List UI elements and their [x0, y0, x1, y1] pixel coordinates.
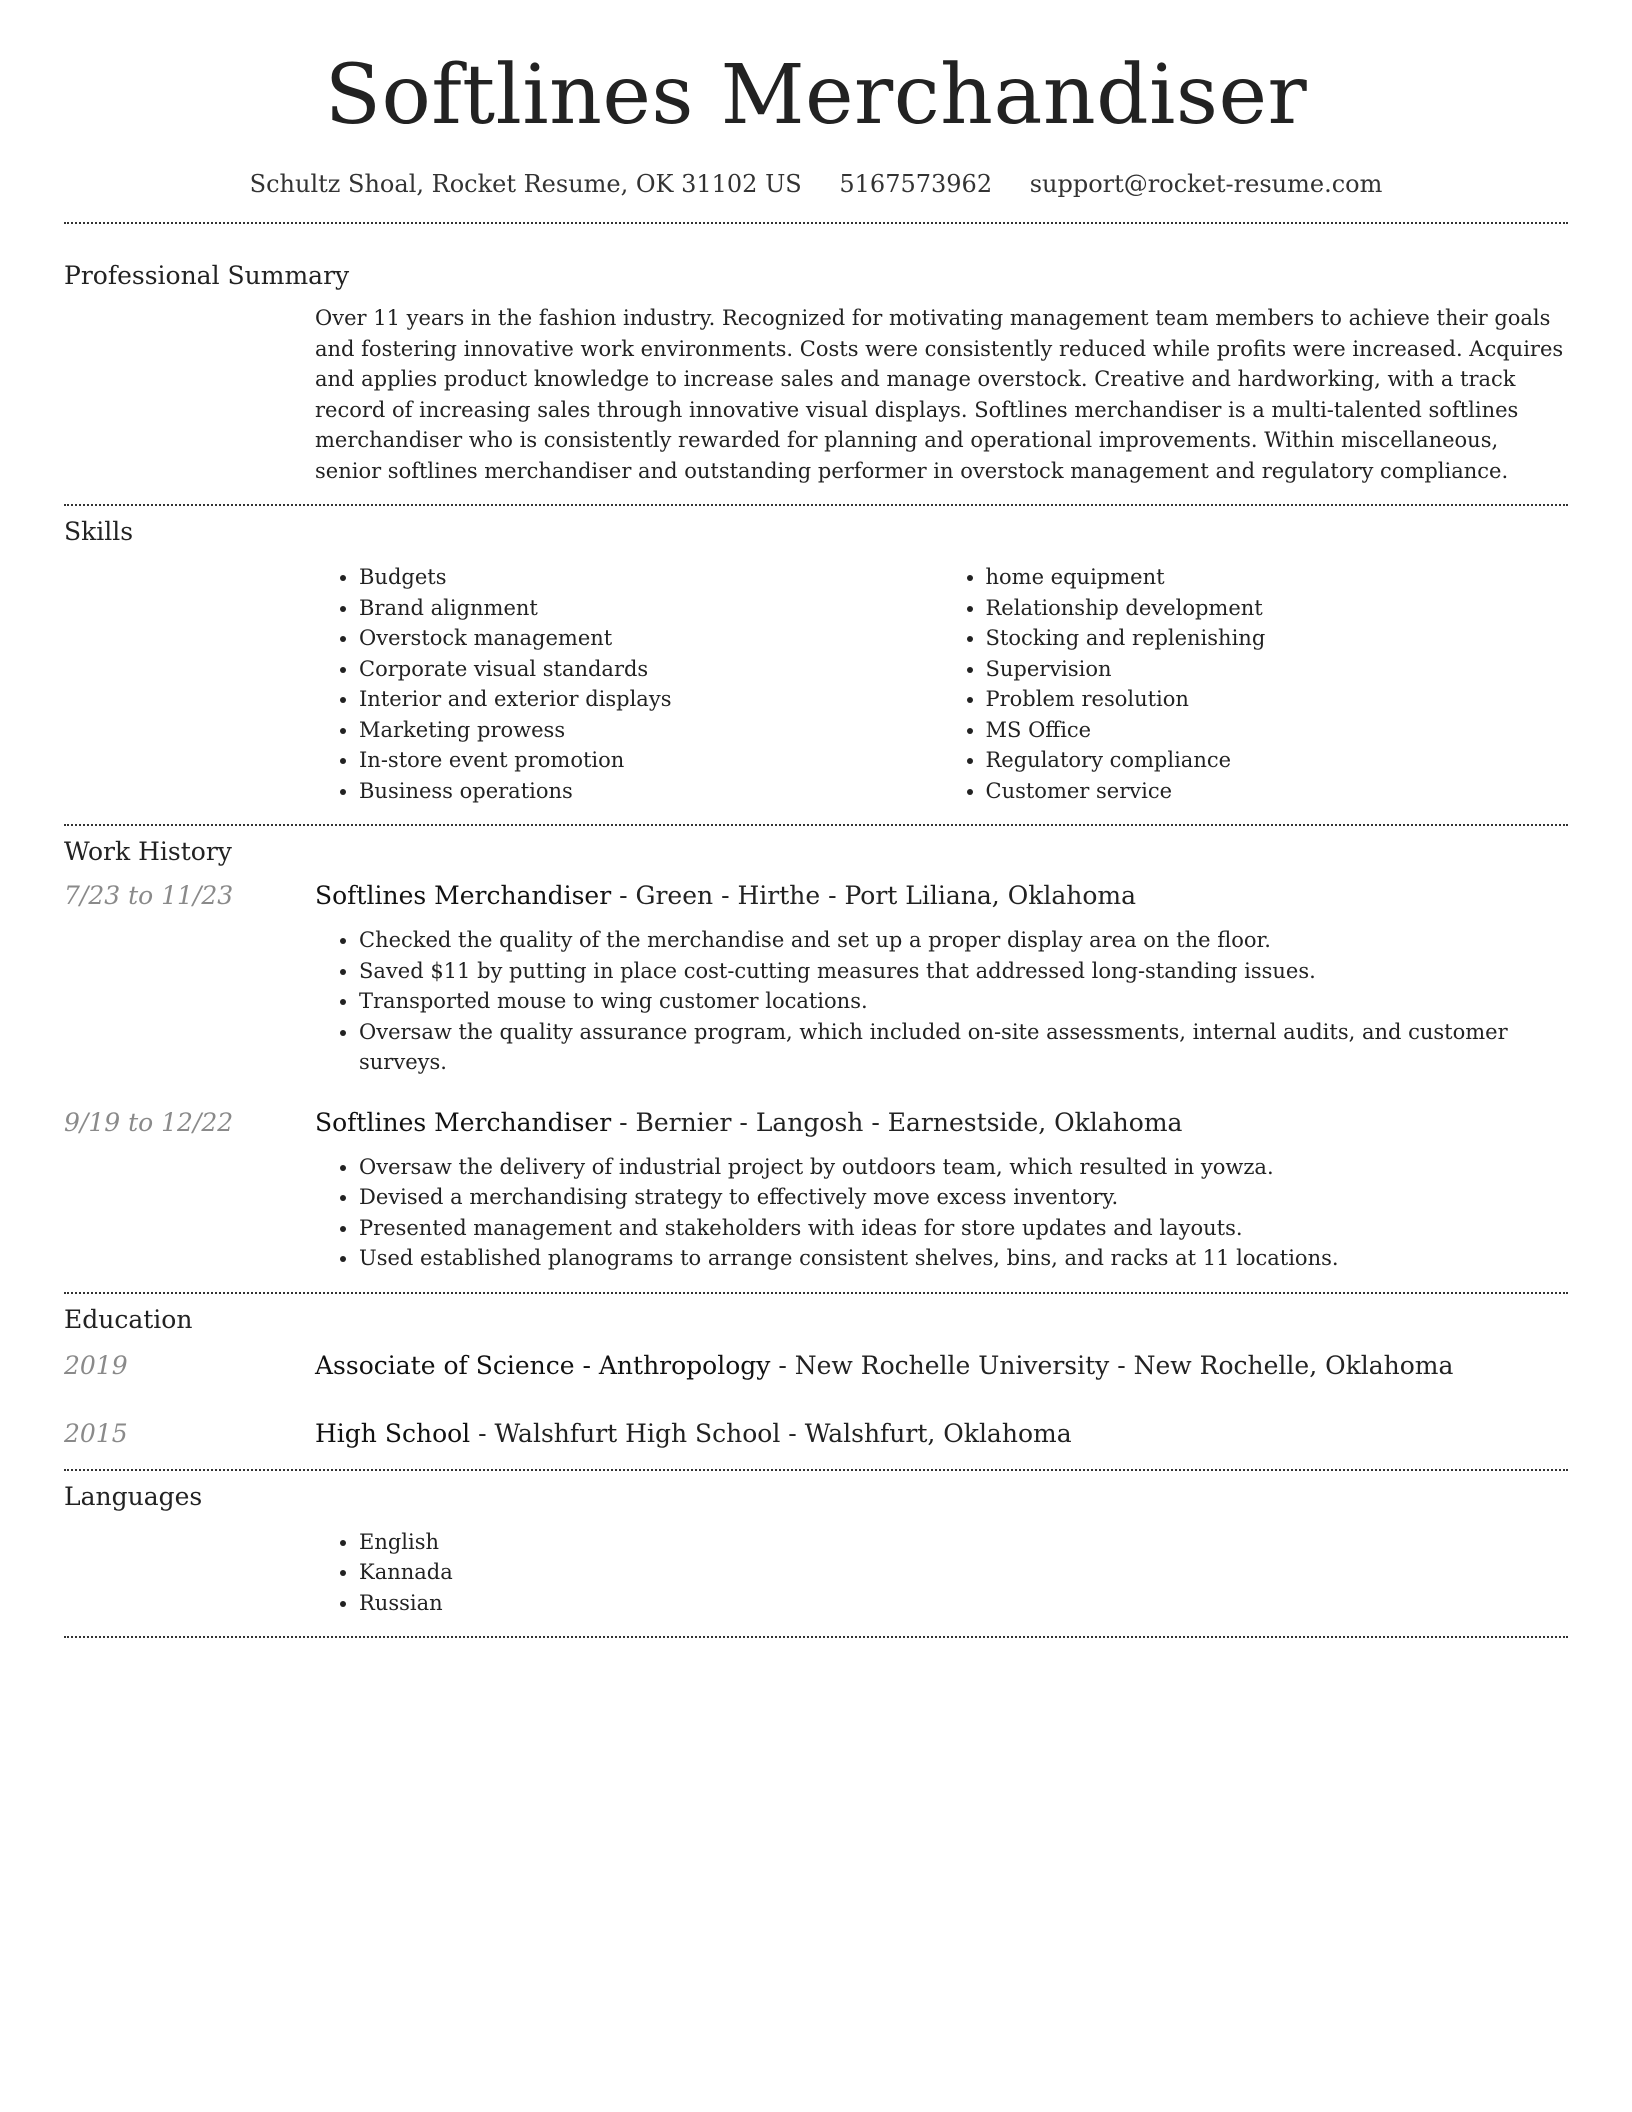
languages-heading: Languages [64, 1481, 203, 1511]
summary-text: Over 11 years in the fashion industry. Recognized for motivating management team members to achieve their goals and fostering innovative work environments. Costs were consistently reduced while profits were increased. Acquires and applies product knowledge to increase sales and manage overstock. Creative and hardworking, with a track record of increasing sales through innovative visual displays. Softlines merchandiser is a multi-talented softlines merchandiser who is consistently rewarded for planning and operational improvements. Within miscellaneous, senior softlines merchandiser and outstanding performer in overstock management and regulatory compliance. [315, 306, 1564, 483]
job-bullet: • Presented management and stakeholders with ideas for store updates and layouts. [359, 1213, 1568, 1244]
skill-item: • Brand alignment [359, 593, 942, 624]
job-employer: - Green - Hirthe - Port Liliana, Oklahoma [611, 881, 1137, 910]
contact-address: Schultz Shoal, Rocket Resume, OK 31102 US [249, 170, 802, 198]
languages-section [64, 1482, 1568, 1619]
summary-heading: Professional Summary [64, 261, 350, 290]
skill-item: • Interior and exterior displays [359, 684, 942, 715]
job-bullet: • Saved $11 by putting in place cost-cutting measures that addressed long-standing issues. [359, 956, 1568, 987]
education-heading: Education [64, 1304, 193, 1334]
summary-section [64, 261, 1568, 486]
skill-item: • Problem resolution [986, 684, 1569, 715]
job-employer: - Bernier - Langosh - Earnestside, Oklahoma [611, 1107, 1183, 1137]
education-details [315, 1417, 1072, 1451]
education-school: - Walshfurt High School - Walshfurt, Oklahoma [470, 1418, 1072, 1448]
skill-item: • Overstock management [359, 623, 942, 654]
education-degree: Associate of Science - Anthropology [315, 1350, 771, 1380]
candidate-name: Softlines Merchandiser [324, 48, 1308, 143]
job-bullet: • Used established planograms to arrange consistent shelves, bins, and racks at 11 locations. [359, 1243, 1568, 1274]
job-bullets [315, 925, 1568, 1078]
section-divider [64, 1636, 1568, 1638]
job-bullet: • Transported mouse to wing customer locations. [359, 986, 1568, 1017]
job-heading [315, 879, 1136, 913]
job-bullet: • Checked the quality of the merchandise and set up a proper display area on the floor. [359, 925, 1568, 956]
skill-item: • Supervision [986, 654, 1569, 685]
skill-item: • Budgets [359, 562, 942, 593]
skill-item: • Regulatory compliance [986, 745, 1569, 776]
education-details [315, 1349, 1453, 1383]
skill-item: • MS Office [986, 715, 1569, 746]
education-year: 2015 [64, 1418, 128, 1448]
job-title: Softlines Merchandiser [315, 881, 612, 910]
skill-item: • Relationship development [986, 593, 1569, 624]
resume-page [64, 0, 1568, 1638]
education-degree: High School [315, 1418, 471, 1448]
skill-item: • In-store event promotion [359, 745, 942, 776]
education-school: - New Rochelle University - New Rochelle, Oklahoma [770, 1350, 1454, 1380]
skill-item: • Corporate visual standards [359, 654, 942, 685]
job-dates: 7/23 to 11/23 [64, 881, 234, 910]
job-bullets [315, 1152, 1568, 1274]
job-entry [64, 879, 1568, 1078]
languages-list [315, 1527, 1568, 1619]
skill-item: • home equipment [986, 562, 1569, 593]
education-entry [64, 1349, 1568, 1383]
skills-heading: Skills [64, 517, 134, 546]
skills-section [64, 517, 1568, 806]
skill-item: • Business operations [359, 776, 942, 807]
language-item: • Kannada [359, 1557, 1568, 1588]
job-dates: 9/19 to 12/22 [64, 1107, 234, 1137]
language-item: • English [359, 1527, 1568, 1558]
job-bullet: • Devised a merchandising strategy to effectively move excess inventory. [359, 1182, 1568, 1213]
job-title: Softlines Merchandiser [315, 1107, 612, 1137]
section-divider [64, 1469, 1568, 1471]
education-section [64, 1305, 1568, 1451]
work-history-heading: Work History [64, 837, 232, 866]
work-history-section [64, 837, 1568, 1274]
education-year: 2019 [64, 1350, 128, 1380]
job-entry [64, 1106, 1568, 1274]
contact-phone: 5167573962 [839, 170, 993, 198]
skills-list-right [942, 562, 1569, 806]
job-bullet: • Oversaw the delivery of industrial project by outdoors team, which resulted in yowza. [359, 1152, 1568, 1183]
contact-line [64, 164, 1568, 204]
education-entry [64, 1417, 1568, 1451]
skill-item: • Customer service [986, 776, 1569, 807]
skills-list-left [315, 562, 942, 806]
skill-item: • Stocking and replenishing [986, 623, 1569, 654]
section-divider [64, 1292, 1568, 1294]
section-divider [64, 824, 1568, 826]
section-divider [64, 222, 1568, 224]
job-bullet: • Oversaw the quality assurance program, which included on-site assessments, internal audits, and customer surveys. [359, 1017, 1568, 1078]
language-item: • Russian [359, 1588, 1568, 1619]
section-divider [64, 504, 1568, 506]
skill-item: • Marketing prowess [359, 715, 942, 746]
job-heading [315, 1106, 1182, 1140]
contact-email: support@rocket-resume.com [1029, 170, 1383, 198]
